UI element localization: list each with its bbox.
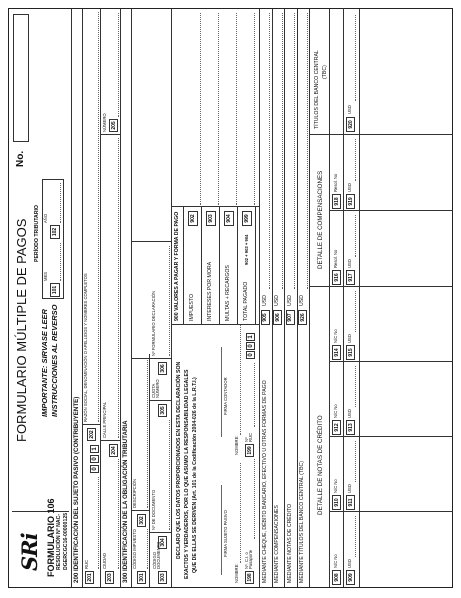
ruc-field[interactable] — [98, 477, 99, 569]
doc-number-label: Nº DE DOCUMENTO — [151, 489, 156, 530]
credit-note-col — [329, 511, 453, 512]
accountant-name-field[interactable] — [240, 325, 241, 435]
value-row-field[interactable] — [203, 13, 219, 205]
credit-note-field[interactable] — [355, 291, 356, 332]
form-name: FORMULARIO 106 — [46, 498, 56, 577]
credit-note-field[interactable] — [355, 441, 356, 482]
credit-note-label: N/C No — [333, 479, 338, 493]
declaration-label: Nº FORMULARIO DECLARACIÓN — [151, 290, 156, 356]
credit-note-divider — [343, 437, 344, 512]
credit-note-label: N/C No — [333, 404, 338, 418]
value-row-code: 999 — [242, 211, 252, 226]
name-code: 202 — [87, 428, 96, 441]
declaration-line2: EXACTOS Y VERDADEROS, POR LO QUE ASUMO LA RESPONSABILIDAD LEGALES — [184, 369, 190, 579]
street-number-label: NÚMERO — [102, 113, 107, 132]
credit-note-unit-code: 911 — [346, 495, 355, 510]
id-field[interactable] — [254, 459, 255, 539]
accountant-ruc-digit-3: 1 — [246, 333, 255, 341]
city-label: CIUDAD — [102, 552, 107, 569]
compensation-field[interactable] — [355, 139, 356, 181]
doc-number-code: 304 — [158, 536, 167, 549]
tax-code-code: 301 — [137, 571, 146, 584]
ruc-code: 201 — [85, 571, 94, 584]
ruc-label: RUC — [84, 559, 89, 569]
compensation-field[interactable] — [355, 215, 356, 257]
description-label: DESCRIPCIÓN — [132, 478, 137, 508]
credit-note-label: N/C No — [333, 329, 338, 343]
form-number-label: No. — [15, 150, 26, 167]
street-field[interactable] — [118, 138, 119, 438]
payment-method-field[interactable] — [307, 13, 308, 289]
payment-method-divider — [272, 9, 273, 587]
accountant-signature-label: FIRMA CONTADOR — [223, 377, 228, 415]
accountant-ruc-label: Nº RUC — [244, 432, 254, 442]
street-label: CALLE PRINCIPAL — [102, 401, 107, 438]
credit-note-divider — [343, 512, 344, 587]
street-code: 204 — [109, 444, 118, 457]
payment-method-unit: USD — [286, 295, 293, 306]
central-bank-divider — [343, 8, 344, 135]
tax-code-label: CÓDIGO IMPUESTO — [132, 529, 137, 569]
cuota-code: 305 — [158, 404, 167, 417]
value-row-code: 903 — [206, 211, 216, 226]
credit-note-unit-code: 915 — [346, 345, 355, 360]
credit-note-unit: USD — [347, 334, 352, 343]
period-month-code: 101 — [50, 283, 60, 297]
compensation-divider — [343, 211, 344, 287]
accountant-ruc-field[interactable] — [254, 363, 255, 427]
payment-method-code: 907 — [286, 310, 295, 325]
value-row-divider — [219, 207, 220, 325]
payment-method-divider — [297, 9, 298, 587]
credit-notes-title: DETALLE DE NOTAS DE CRÉDITO — [317, 415, 324, 515]
important-line2: INSTRUCCIONES AL REVERSO — [50, 304, 59, 417]
declaration-line1: DECLARO QUE LOS DATOS PROPORCIONADOS EN ESTA DECLARACIÓN SON — [176, 361, 182, 559]
compensation-label: Resol. No — [333, 249, 338, 268]
credit-note-unit-code: 913 — [346, 420, 355, 435]
id-code: 198 — [245, 571, 254, 584]
form-number-field[interactable] — [13, 14, 29, 142]
credit-note-code: 910 — [332, 495, 341, 510]
taxpayer-signature-label: FIRMA SUJETO PASIVO — [223, 510, 228, 557]
value-row-field[interactable] — [185, 13, 201, 205]
payment-method-code: 905 — [261, 310, 270, 325]
value-row-divider — [201, 207, 202, 325]
payment-method-field[interactable] — [282, 13, 283, 289]
compensation-label: Resol. No — [333, 173, 338, 192]
important-line1: IMPORTANTE: SIRVASE LEER — [40, 309, 49, 417]
ruc-digit-3: 1 — [90, 445, 99, 453]
description-field[interactable] — [147, 358, 148, 508]
ruc-digit-2: 0 — [90, 455, 99, 463]
name-label: RAZÓN SOCIAL, DENOMINACIÓN O APELLIDOS Y NOMBRES COMPLETOS — [83, 273, 88, 422]
credit-note-unit: USD — [347, 484, 352, 493]
central-bank-field[interactable] — [355, 15, 356, 101]
payment-method-unit: USD — [299, 295, 305, 306]
detail-bottom — [359, 9, 360, 587]
value-row-divider — [255, 207, 256, 325]
central-bank-unit-code: 920 — [346, 117, 355, 132]
cuota-label: CUOTA NÚMERO — [151, 379, 161, 398]
accountant-ruc-digit-1: 0 — [246, 351, 255, 359]
taxpayer-name-field[interactable] — [240, 463, 241, 563]
central-bank-title-line1: TÍTULOS DEL BANCO CENTRAL — [314, 50, 320, 129]
compensation-code: 916 — [332, 270, 341, 285]
city-code: 203 — [105, 571, 114, 584]
doc-code-label: CÓDIGO DOCUMENTO — [152, 541, 162, 569]
section-900-title: 900 VALORES A PAGAR Y FORMA DE PAGO — [174, 211, 180, 321]
section-300-title: 300 IDENTIFICACIÓN DE LA OBLIGACIÓN TRIBUTARIA — [122, 420, 129, 583]
compensation-unit: USD — [347, 183, 352, 192]
period-year-label: AÑO — [43, 213, 48, 223]
payment-method-label: MEDIANTE TÍTULOS DEL BANCO CENTRAL (TBC) — [299, 460, 305, 583]
compensation-col — [329, 210, 453, 211]
value-row-label: TOTAL PAGADO — [243, 281, 249, 321]
street-number-field[interactable] — [118, 13, 119, 117]
compensation-unit-code: 919 — [346, 194, 355, 209]
credit-note-col — [329, 361, 453, 362]
credit-note-label: N/C No — [333, 554, 338, 568]
accountant-ruc-code: 199 — [245, 444, 254, 457]
ruc-digit-1: 0 — [90, 465, 99, 473]
central-bank-unit: USD — [347, 105, 352, 114]
accountant-ruc-digit-2: 0 — [246, 342, 255, 350]
resolution-line2: DGERCGC16-00000125 — [63, 512, 69, 570]
credit-note-col — [329, 436, 453, 437]
credit-note-field[interactable] — [355, 366, 356, 407]
value-row-formula: 902 + 903 + 904 — [244, 234, 249, 265]
compensations-title: DETALLE DE COMPENSACIONES — [317, 170, 324, 269]
credit-note-code: 914 — [332, 345, 341, 360]
description-code: 302 — [137, 514, 146, 527]
payment-method-label: MEDIANTE COMPENSACIONES — [274, 505, 280, 583]
id-label: Nº. C.I. o Pasaporte — [244, 549, 254, 569]
period-year-code: 102 — [50, 225, 60, 239]
compensation-unit: USD — [347, 259, 352, 268]
payment-method-divider — [284, 9, 285, 587]
accountant-name-label: NOMBRE: — [234, 435, 239, 455]
credit-note-unit: USD — [347, 559, 352, 568]
credit-note-field[interactable] — [355, 516, 356, 557]
payment-method-code: 906 — [273, 310, 282, 325]
period-label: PERÍODO TRIBUTARIO — [34, 205, 40, 262]
value-row-label: MULTAS + RECARGOS — [225, 265, 231, 321]
credit-note-code: 912 — [332, 420, 341, 435]
declaration-line3: QUE DE ELLAS SE DERIVEN (Art. 101 de la Codificación 2004-026 de la L.R.T.I.) — [192, 377, 198, 573]
value-row-code: 902 — [188, 211, 198, 226]
value-row-code: 904 — [224, 211, 234, 226]
declaration-field[interactable] — [169, 246, 170, 356]
street-number-code: 205 — [109, 119, 118, 132]
section-200-title: 200 IDENTIFICACIÓN DEL SUJETO PASIVO (CONTRIBUYENTE) — [73, 396, 80, 583]
credit-note-unit: USD — [347, 409, 352, 418]
resolution-line1: RESOLUCIÓN Nº NAC- — [56, 513, 62, 570]
declaration-code: 306 — [158, 362, 167, 375]
compensation-divider — [343, 135, 344, 211]
payment-method-field[interactable] — [294, 13, 295, 289]
city-field[interactable] — [118, 459, 119, 569]
central-bank-title-line2: (TBC) — [322, 65, 328, 79]
credit-note-divider — [343, 287, 344, 362]
payment-form — [8, 8, 453, 588]
value-row-divider — [237, 207, 238, 325]
doc-number-field[interactable] — [169, 420, 170, 530]
taxpayer-name-label: NOMBRE: — [234, 563, 239, 583]
payment-method-label: MEDIANTE CHEQUE, DÉBITO BANCARIO, EFECTIVO U OTRAS FORMAS DE PAGO — [261, 380, 268, 583]
payment-method-label: MEDIANTE NOTAS DE CRÉDITO — [286, 503, 293, 583]
payment-method-field[interactable] — [269, 13, 270, 289]
payment-method-divider — [309, 9, 310, 587]
credit-note-divider — [343, 362, 344, 437]
value-row-field[interactable] — [239, 13, 255, 205]
period-month-label: MES — [43, 271, 48, 281]
payment-method-unit: USD — [261, 295, 268, 306]
compensation-code: 918 — [332, 194, 341, 209]
form-title: FORMULARIO MÚLTIPLE DE PAGOS — [14, 218, 29, 442]
value-row-field[interactable] — [221, 13, 237, 205]
credit-note-code: 908 — [332, 570, 341, 585]
sri-logo: SRi — [17, 533, 42, 571]
value-row-label: INTERESES POR MORA — [207, 261, 213, 321]
doc-code-code: 303 — [158, 571, 167, 584]
value-row-label: IMPUESTO — [189, 294, 195, 321]
payment-method-code: 926 — [298, 310, 307, 325]
payment-method-unit: USD — [274, 295, 280, 306]
credit-note-unit-code: 909 — [346, 570, 355, 585]
tax-code-field[interactable] — [147, 529, 148, 569]
compensation-unit-code: 917 — [346, 270, 355, 285]
name-field[interactable] — [98, 12, 99, 422]
